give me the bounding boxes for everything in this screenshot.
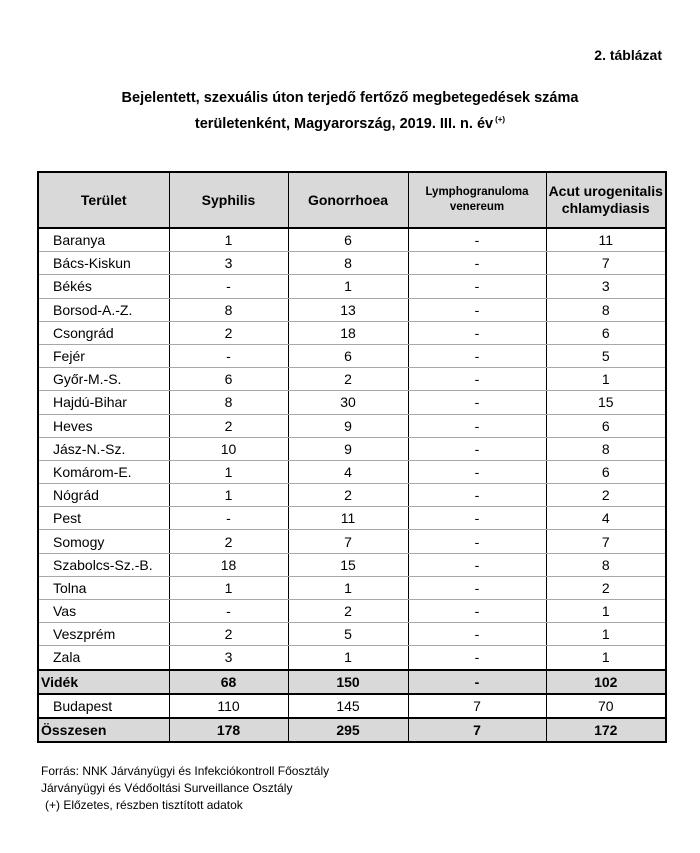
- cell-lymphogranuloma: -: [408, 670, 546, 694]
- cell-region: Szabolcs-Sz.-B.: [38, 553, 169, 576]
- cell-lymphogranuloma: -: [408, 391, 546, 414]
- cell-gonorrhoea: 1: [288, 275, 408, 298]
- cell-gonorrhoea: 30: [288, 391, 408, 414]
- cell-gonorrhoea: 1: [288, 576, 408, 599]
- cell-region: Hajdú-Bihar: [38, 391, 169, 414]
- cell-chlamydiasis: 8: [546, 298, 666, 321]
- cell-region: Békés: [38, 275, 169, 298]
- cell-gonorrhoea: 6: [288, 344, 408, 367]
- cell-gonorrhoea: 2: [288, 368, 408, 391]
- cell-gonorrhoea: 5: [288, 623, 408, 646]
- cell-chlamydiasis: 6: [546, 460, 666, 483]
- cell-lymphogranuloma: -: [408, 437, 546, 460]
- subtotal-row: [38, 670, 666, 694]
- cell-syphilis: 110: [169, 694, 288, 718]
- cell-lymphogranuloma: -: [408, 368, 546, 391]
- cell-chlamydiasis: 1: [546, 623, 666, 646]
- cell-region: Fejér: [38, 344, 169, 367]
- cell-region: Bács-Kiskun: [38, 252, 169, 275]
- cell-chlamydiasis: 1: [546, 600, 666, 623]
- cell-chlamydiasis: 70: [546, 694, 666, 718]
- table-row: [38, 694, 666, 718]
- cell-chlamydiasis: 7: [546, 530, 666, 553]
- cell-chlamydiasis: 6: [546, 321, 666, 344]
- source-line-2: Járványügyi és Védőoltási Surveillance Osztály: [41, 781, 293, 795]
- cell-gonorrhoea: 9: [288, 437, 408, 460]
- cell-region: Budapest: [38, 694, 169, 718]
- table-row: [38, 600, 666, 623]
- cell-region: Borsod-A.-Z.: [38, 298, 169, 321]
- table-row: [38, 623, 666, 646]
- cell-region: Tolna: [38, 576, 169, 599]
- cell-lymphogranuloma: -: [408, 507, 546, 530]
- cell-chlamydiasis: 8: [546, 437, 666, 460]
- cell-gonorrhoea: 11: [288, 507, 408, 530]
- cell-region: Heves: [38, 414, 169, 437]
- header-row: [38, 172, 666, 228]
- table-row: [38, 414, 666, 437]
- cell-chlamydiasis: 6: [546, 414, 666, 437]
- cell-region: Baranya: [38, 228, 169, 252]
- grand-total-row: [38, 718, 666, 742]
- cell-syphilis: 3: [169, 252, 288, 275]
- cell-chlamydiasis: 15: [546, 391, 666, 414]
- cell-lymphogranuloma: 7: [408, 718, 546, 742]
- cell-chlamydiasis: 8: [546, 553, 666, 576]
- cell-lymphogranuloma: 7: [408, 694, 546, 718]
- cell-region: Nógrád: [38, 484, 169, 507]
- cell-syphilis: 1: [169, 484, 288, 507]
- table-row: [38, 275, 666, 298]
- cell-chlamydiasis: 1: [546, 646, 666, 670]
- cell-region: Jász-N.-Sz.: [38, 437, 169, 460]
- table-row: [38, 484, 666, 507]
- cell-region: Veszprém: [38, 623, 169, 646]
- cell-gonorrhoea: 2: [288, 600, 408, 623]
- cell-syphilis: -: [169, 507, 288, 530]
- cell-syphilis: 6: [169, 368, 288, 391]
- cell-chlamydiasis: 3: [546, 275, 666, 298]
- table-row: [38, 646, 666, 670]
- cell-region: Csongrád: [38, 321, 169, 344]
- col-header-chlamydiasis: Acut urogenitalis chlamydiasis: [546, 172, 666, 228]
- cell-chlamydiasis: 7: [546, 252, 666, 275]
- cell-gonorrhoea: 4: [288, 460, 408, 483]
- cell-region: Összesen: [38, 718, 169, 742]
- cell-lymphogranuloma: -: [408, 275, 546, 298]
- cell-region: Somogy: [38, 530, 169, 553]
- cell-lymphogranuloma: -: [408, 484, 546, 507]
- cell-lymphogranuloma: -: [408, 252, 546, 275]
- cell-syphilis: 68: [169, 670, 288, 694]
- table-row: [38, 368, 666, 391]
- preliminary-mark: (+): [495, 115, 506, 124]
- cell-lymphogranuloma: -: [408, 321, 546, 344]
- cell-region: Győr-M.-S.: [38, 368, 169, 391]
- table-row: [38, 298, 666, 321]
- cell-chlamydiasis: 5: [546, 344, 666, 367]
- cell-syphilis: 1: [169, 228, 288, 252]
- cell-syphilis: 2: [169, 530, 288, 553]
- table-number: 2. táblázat: [594, 47, 662, 63]
- table-row: [38, 460, 666, 483]
- cell-chlamydiasis: 1: [546, 368, 666, 391]
- cell-lymphogranuloma: -: [408, 576, 546, 599]
- cell-syphilis: -: [169, 275, 288, 298]
- cell-syphilis: 2: [169, 321, 288, 344]
- table-row: [38, 437, 666, 460]
- table-row: [38, 321, 666, 344]
- cell-gonorrhoea: 7: [288, 530, 408, 553]
- cell-lymphogranuloma: -: [408, 623, 546, 646]
- cell-chlamydiasis: 2: [546, 484, 666, 507]
- cell-lymphogranuloma: -: [408, 646, 546, 670]
- disease-table: [37, 171, 667, 743]
- preliminary-note: (+) Előzetes, részben tisztított adatok: [45, 798, 243, 812]
- cell-chlamydiasis: 4: [546, 507, 666, 530]
- table-row: [38, 228, 666, 252]
- cell-gonorrhoea: 2: [288, 484, 408, 507]
- table-title: [0, 88, 700, 135]
- table-row: [38, 530, 666, 553]
- cell-gonorrhoea: 145: [288, 694, 408, 718]
- title-line-2-text: területenként, Magyarország, 2019. III. n. év: [194, 116, 494, 132]
- cell-region: Zala: [38, 646, 169, 670]
- cell-syphilis: 8: [169, 298, 288, 321]
- cell-gonorrhoea: 18: [288, 321, 408, 344]
- cell-gonorrhoea: 13: [288, 298, 408, 321]
- title-line-2: [0, 109, 700, 135]
- cell-syphilis: 10: [169, 437, 288, 460]
- footnotes: [41, 763, 329, 814]
- col-header-gonorrhoea: Gonorrhoea: [288, 172, 408, 228]
- cell-chlamydiasis: 11: [546, 228, 666, 252]
- table-row: [38, 252, 666, 275]
- cell-lymphogranuloma: -: [408, 553, 546, 576]
- cell-gonorrhoea: 150: [288, 670, 408, 694]
- table-row: [38, 576, 666, 599]
- cell-lymphogranuloma: -: [408, 530, 546, 553]
- cell-region: Pest: [38, 507, 169, 530]
- table-row: [38, 391, 666, 414]
- cell-syphilis: 1: [169, 460, 288, 483]
- cell-region: Vidék: [38, 670, 169, 694]
- col-header-lymphogranuloma: Lymphogranuloma venereum: [408, 172, 546, 228]
- cell-syphilis: 3: [169, 646, 288, 670]
- cell-syphilis: -: [169, 344, 288, 367]
- col-header-syphilis: Syphilis: [169, 172, 288, 228]
- source-line-1: Forrás: NNK Járványügyi és Infekciókontroll Főosztály: [41, 764, 330, 778]
- table-row: [38, 553, 666, 576]
- cell-lymphogranuloma: -: [408, 600, 546, 623]
- cell-region: Komárom-E.: [38, 460, 169, 483]
- cell-syphilis: 178: [169, 718, 288, 742]
- cell-syphilis: 18: [169, 553, 288, 576]
- cell-chlamydiasis: 102: [546, 670, 666, 694]
- cell-gonorrhoea: 1: [288, 646, 408, 670]
- cell-gonorrhoea: 9: [288, 414, 408, 437]
- table-row: [38, 344, 666, 367]
- cell-region: Vas: [38, 600, 169, 623]
- cell-lymphogranuloma: -: [408, 344, 546, 367]
- table-row: [38, 507, 666, 530]
- cell-chlamydiasis: 2: [546, 576, 666, 599]
- cell-syphilis: -: [169, 600, 288, 623]
- cell-gonorrhoea: 6: [288, 228, 408, 252]
- cell-gonorrhoea: 8: [288, 252, 408, 275]
- cell-lymphogranuloma: -: [408, 298, 546, 321]
- cell-syphilis: 8: [169, 391, 288, 414]
- cell-gonorrhoea: 15: [288, 553, 408, 576]
- cell-lymphogranuloma: -: [408, 228, 546, 252]
- cell-syphilis: 2: [169, 414, 288, 437]
- cell-lymphogranuloma: -: [408, 460, 546, 483]
- cell-gonorrhoea: 295: [288, 718, 408, 742]
- cell-syphilis: 2: [169, 623, 288, 646]
- cell-syphilis: 1: [169, 576, 288, 599]
- col-header-region: Terület: [38, 172, 169, 228]
- cell-lymphogranuloma: -: [408, 414, 546, 437]
- cell-chlamydiasis: 172: [546, 718, 666, 742]
- title-line-1: Bejelentett, szexuális úton terjedő fertőző megbetegedések száma: [121, 90, 579, 106]
